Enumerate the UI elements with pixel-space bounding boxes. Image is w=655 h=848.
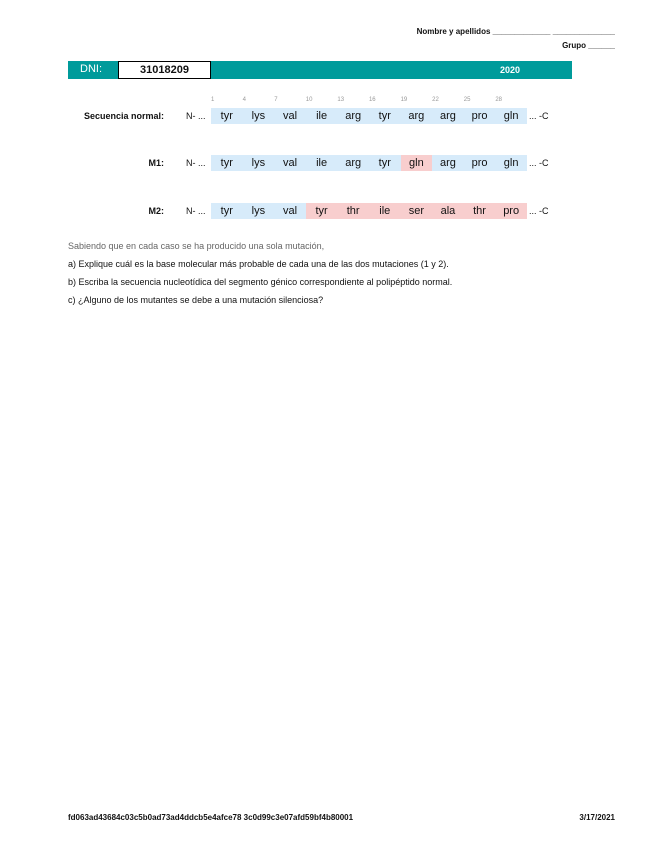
residue-cell: tyr: [369, 108, 401, 124]
group-label: Grupo: [562, 41, 587, 50]
group-field: [562, 41, 615, 50]
residue-cells: [211, 203, 527, 219]
position-number: 13: [337, 97, 345, 103]
residue-cell: val: [274, 108, 306, 124]
group-line: ______: [588, 41, 615, 50]
residue-cell: val: [274, 155, 306, 171]
residue-cell: pro: [464, 155, 496, 171]
c-terminus: ... -C: [529, 206, 549, 216]
residue-cell: lys: [243, 155, 275, 171]
n-terminus: N- ...: [186, 206, 206, 216]
residue-cell: tyr: [211, 108, 243, 124]
c-terminus: ... -C: [529, 111, 549, 121]
year-label: 2020: [500, 65, 521, 75]
name-line: _____________ ______________: [492, 27, 615, 36]
position-number: 19: [400, 97, 408, 103]
intro-text: Sabiendo que en cada caso se ha producido una sola mutación,: [68, 241, 325, 251]
footer-hash: fd063ad43684c03c5b0ad73ad4ddcb5e4afce78 3c0d99c3e07afd59bf4b80001: [68, 813, 354, 822]
n-terminus: N- ...: [186, 111, 206, 121]
residue-cell: arg: [337, 108, 369, 124]
position-number: 7: [274, 97, 278, 103]
n-terminus: N- ...: [186, 158, 206, 168]
position-numbers: [211, 97, 527, 103]
residue-cell: gln: [401, 155, 433, 171]
question-c: c) ¿Alguno de los mutantes se debe a una mutación silenciosa?: [68, 295, 324, 305]
residue-cell: ile: [306, 108, 338, 124]
residue-cell: pro: [464, 108, 496, 124]
residue-cell: thr: [337, 203, 369, 219]
residue-cell: ser: [401, 203, 433, 219]
position-number: 28: [495, 97, 503, 103]
residue-cell: arg: [432, 155, 464, 171]
row-label: Secuencia normal:: [83, 111, 164, 121]
position-number: 1: [211, 97, 215, 103]
residue-cell: ile: [369, 203, 401, 219]
residue-cell: tyr: [306, 203, 338, 219]
residue-cell: ile: [306, 155, 338, 171]
position-number: 16: [368, 97, 376, 103]
residue-cell: arg: [401, 108, 433, 124]
residue-cell: val: [274, 203, 306, 219]
position-number: 22: [432, 97, 439, 103]
c-terminus: ... -C: [529, 158, 549, 168]
row-label: M2:: [148, 206, 164, 216]
residue-cell: arg: [432, 108, 464, 124]
dni-label: DNI:: [80, 63, 102, 75]
dni-value: 31018209: [118, 61, 211, 79]
residue-cell: gln: [495, 108, 527, 124]
footer-date: 3/17/2021: [579, 813, 615, 822]
name-label: Nombre y apellidos: [416, 27, 491, 36]
question-a: a) Explique cuál es la base molecular más probable de cada una de las dos mutaciones (1 y 2).: [68, 259, 449, 269]
position-number: 10: [305, 97, 313, 103]
position-number: 25: [463, 97, 471, 103]
residue-cell: thr: [464, 203, 496, 219]
residue-cell: tyr: [211, 203, 243, 219]
residue-cells: [211, 108, 527, 124]
position-number: 4: [242, 97, 246, 103]
name-field: [417, 27, 615, 36]
residue-cell: pro: [495, 203, 527, 219]
residue-cell: tyr: [369, 155, 401, 171]
row-label: M1:: [148, 158, 164, 168]
residue-cell: tyr: [211, 155, 243, 171]
residue-cell: ala: [432, 203, 464, 219]
question-b: b) Escriba la secuencia nucleotídica del segmento génico correspondiente al polipéptido normal.: [68, 277, 453, 287]
residue-cell: lys: [243, 203, 275, 219]
residue-cell: arg: [337, 155, 369, 171]
residue-cell: lys: [243, 108, 275, 124]
residue-cells: [211, 155, 527, 171]
residue-cell: gln: [495, 155, 527, 171]
